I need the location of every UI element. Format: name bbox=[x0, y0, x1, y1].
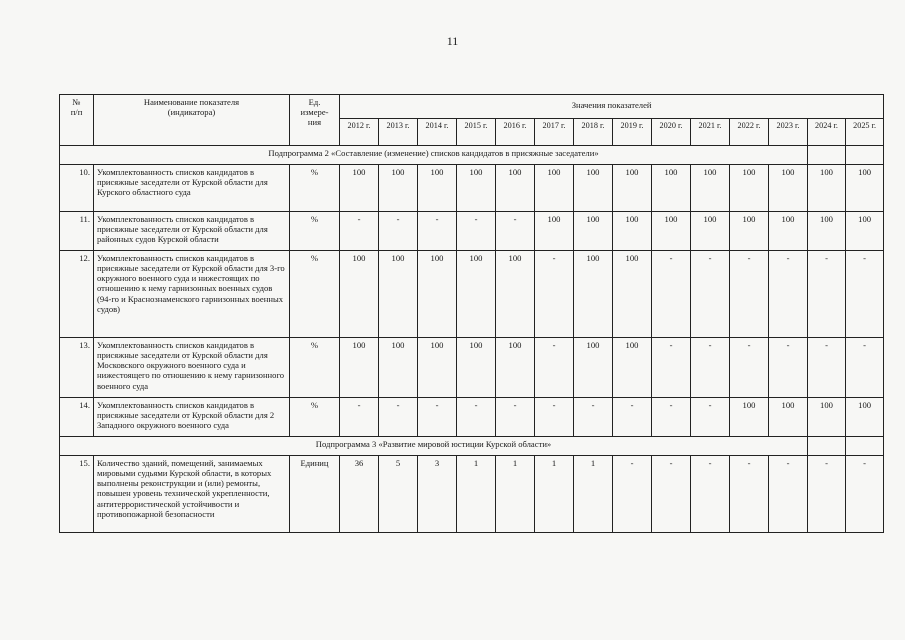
value-cell: 100 bbox=[808, 212, 846, 251]
value-cell: 100 bbox=[808, 398, 846, 437]
header-year: 2019 г. bbox=[613, 119, 652, 146]
value-cell: 100 bbox=[457, 338, 496, 398]
value-cell: - bbox=[535, 251, 574, 338]
value-cell: - bbox=[691, 251, 730, 338]
value-cell: 100 bbox=[613, 338, 652, 398]
value-cell: 100 bbox=[379, 251, 418, 338]
value-cell: 100 bbox=[457, 251, 496, 338]
header-number: № п/п bbox=[60, 95, 94, 146]
table-row bbox=[60, 165, 884, 212]
value-cell: 1 bbox=[496, 456, 535, 533]
value-cell: - bbox=[808, 338, 846, 398]
table-body bbox=[60, 146, 884, 533]
value-cell: 100 bbox=[535, 212, 574, 251]
value-cell: 100 bbox=[769, 212, 808, 251]
value-cell: - bbox=[769, 251, 808, 338]
empty-cell bbox=[808, 146, 846, 165]
value-cell: - bbox=[418, 398, 457, 437]
unit-cell: % bbox=[290, 165, 340, 212]
value-cell: - bbox=[652, 398, 691, 437]
indicator-name: Укомплектованность списков кандидатов в присяжные заседатели от Курской области для Курского областного суда bbox=[94, 165, 290, 212]
table-row bbox=[60, 338, 884, 398]
header-year: 2021 г. bbox=[691, 119, 730, 146]
header-year: 2013 г. bbox=[379, 119, 418, 146]
value-cell: 100 bbox=[613, 212, 652, 251]
value-cell: - bbox=[730, 338, 769, 398]
value-cell: - bbox=[379, 398, 418, 437]
value-cell: - bbox=[769, 338, 808, 398]
row-number: 11. bbox=[60, 212, 94, 251]
page-number: 11 bbox=[446, 34, 459, 48]
value-cell: - bbox=[613, 456, 652, 533]
value-cell: 100 bbox=[652, 165, 691, 212]
value-cell: - bbox=[730, 251, 769, 338]
header-year: 2025 г. bbox=[846, 119, 884, 146]
indicator-name: Укомплектованность списков кандидатов в присяжные заседатели от Курской области для 2 Западного окружного военного суда bbox=[94, 398, 290, 437]
value-cell: 100 bbox=[730, 398, 769, 437]
value-cell: 100 bbox=[769, 165, 808, 212]
value-cell: - bbox=[418, 212, 457, 251]
value-cell: 100 bbox=[846, 212, 884, 251]
unit-cell: % bbox=[290, 338, 340, 398]
table-row bbox=[60, 251, 884, 338]
value-cell: 100 bbox=[730, 212, 769, 251]
value-cell: - bbox=[691, 338, 730, 398]
value-cell: 100 bbox=[574, 251, 613, 338]
value-cell: - bbox=[652, 251, 691, 338]
header-year: 2020 г. bbox=[652, 119, 691, 146]
value-cell: 100 bbox=[574, 338, 613, 398]
value-cell: 100 bbox=[691, 212, 730, 251]
value-cell: - bbox=[340, 398, 379, 437]
header-values: Значения показателей bbox=[340, 95, 884, 119]
subprogram-title: Подпрограмма 3 «Развитие мировой юстиции Курской области» bbox=[60, 437, 808, 456]
indicator-name: Укомплектованность списков кандидатов в присяжные заседатели от Курской области для Московского окружного военного суда и нижестоящего по отношению к нему гарнизонного военного суда bbox=[94, 338, 290, 398]
header-year: 2023 г. bbox=[769, 119, 808, 146]
value-cell: 100 bbox=[379, 165, 418, 212]
value-cell: - bbox=[535, 398, 574, 437]
empty-cell bbox=[846, 437, 884, 456]
value-cell: 100 bbox=[613, 165, 652, 212]
value-cell: 100 bbox=[808, 165, 846, 212]
value-cell: - bbox=[769, 456, 808, 533]
row-number: 10. bbox=[60, 165, 94, 212]
value-cell: 100 bbox=[457, 165, 496, 212]
value-cell: 5 bbox=[379, 456, 418, 533]
row-number: 12. bbox=[60, 251, 94, 338]
header-unit: Ед. измере- ния bbox=[290, 95, 340, 146]
value-cell: - bbox=[808, 456, 846, 533]
table-header bbox=[60, 95, 884, 146]
value-cell: 100 bbox=[418, 165, 457, 212]
value-cell: 1 bbox=[574, 456, 613, 533]
value-cell: 100 bbox=[652, 212, 691, 251]
value-cell: 100 bbox=[340, 251, 379, 338]
subprogram-title: Подпрограмма 2 «Составление (изменение) списков кандидатов в присяжные заседатели» bbox=[60, 146, 808, 165]
value-cell: 100 bbox=[418, 338, 457, 398]
header-year: 2016 г. bbox=[496, 119, 535, 146]
value-cell: 1 bbox=[457, 456, 496, 533]
value-cell: - bbox=[846, 251, 884, 338]
value-cell: 100 bbox=[769, 398, 808, 437]
value-cell: - bbox=[691, 398, 730, 437]
indicators-table bbox=[59, 94, 884, 533]
unit-cell: % bbox=[290, 212, 340, 251]
empty-cell bbox=[846, 146, 884, 165]
value-cell: - bbox=[652, 338, 691, 398]
indicator-name: Укомплектованность списков кандидатов в присяжные заседатели от Курской области для районных судов Курской области bbox=[94, 212, 290, 251]
value-cell: - bbox=[846, 338, 884, 398]
value-cell: 100 bbox=[340, 338, 379, 398]
value-cell: - bbox=[652, 456, 691, 533]
subprogram-row bbox=[60, 146, 884, 165]
value-cell: - bbox=[574, 398, 613, 437]
value-cell: - bbox=[691, 456, 730, 533]
value-cell: - bbox=[730, 456, 769, 533]
value-cell: - bbox=[457, 212, 496, 251]
table-row bbox=[60, 456, 884, 533]
indicator-name: Количество зданий, помещений, занимаемых мировыми судьями Курской области, в которых выполнены реконструкции и (или) ремонты, повышен уровень технической укрепленности, антитеррористической устойчивости и противопожарной безопасности bbox=[94, 456, 290, 533]
unit-cell: % bbox=[290, 251, 340, 338]
value-cell: 36 bbox=[340, 456, 379, 533]
value-cell: 100 bbox=[418, 251, 457, 338]
value-cell: - bbox=[379, 212, 418, 251]
header-year: 2012 г. bbox=[340, 119, 379, 146]
unit-cell: % bbox=[290, 398, 340, 437]
header-year: 2022 г. bbox=[730, 119, 769, 146]
value-cell: 100 bbox=[496, 165, 535, 212]
value-cell: - bbox=[496, 398, 535, 437]
header-year: 2015 г. bbox=[457, 119, 496, 146]
value-cell: - bbox=[613, 398, 652, 437]
value-cell: 100 bbox=[379, 338, 418, 398]
value-cell: - bbox=[808, 251, 846, 338]
value-cell: 100 bbox=[574, 165, 613, 212]
value-cell: 100 bbox=[846, 398, 884, 437]
value-cell: 100 bbox=[613, 251, 652, 338]
header-year: 2024 г. bbox=[808, 119, 846, 146]
header-year: 2014 г. bbox=[418, 119, 457, 146]
value-cell: 100 bbox=[535, 165, 574, 212]
header-year: 2017 г. bbox=[535, 119, 574, 146]
value-cell: - bbox=[846, 456, 884, 533]
value-cell: 100 bbox=[730, 165, 769, 212]
indicator-name: Укомплектованность списков кандидатов в присяжные заседатели от Курской области для 3-го окружного военного суда и нижестоящих по отношению к нему гарнизонных военных судов (94-го и Краснознаменского гарнизонных военных судов) bbox=[94, 251, 290, 338]
value-cell: 100 bbox=[340, 165, 379, 212]
empty-cell bbox=[808, 437, 846, 456]
value-cell: 100 bbox=[691, 165, 730, 212]
value-cell: 100 bbox=[496, 251, 535, 338]
row-number: 13. bbox=[60, 338, 94, 398]
value-cell: - bbox=[496, 212, 535, 251]
header-year: 2018 г. bbox=[574, 119, 613, 146]
value-cell: - bbox=[535, 338, 574, 398]
value-cell: 100 bbox=[496, 338, 535, 398]
value-cell: 1 bbox=[535, 456, 574, 533]
table-row bbox=[60, 398, 884, 437]
value-cell: 100 bbox=[574, 212, 613, 251]
value-cell: 3 bbox=[418, 456, 457, 533]
value-cell: - bbox=[340, 212, 379, 251]
subprogram-row bbox=[60, 437, 884, 456]
header-indicator-name: Наименование показателя (индикатора) bbox=[94, 95, 290, 146]
value-cell: - bbox=[457, 398, 496, 437]
row-number: 15. bbox=[60, 456, 94, 533]
unit-cell: Единиц bbox=[290, 456, 340, 533]
row-number: 14. bbox=[60, 398, 94, 437]
value-cell: 100 bbox=[846, 165, 884, 212]
table-row bbox=[60, 212, 884, 251]
